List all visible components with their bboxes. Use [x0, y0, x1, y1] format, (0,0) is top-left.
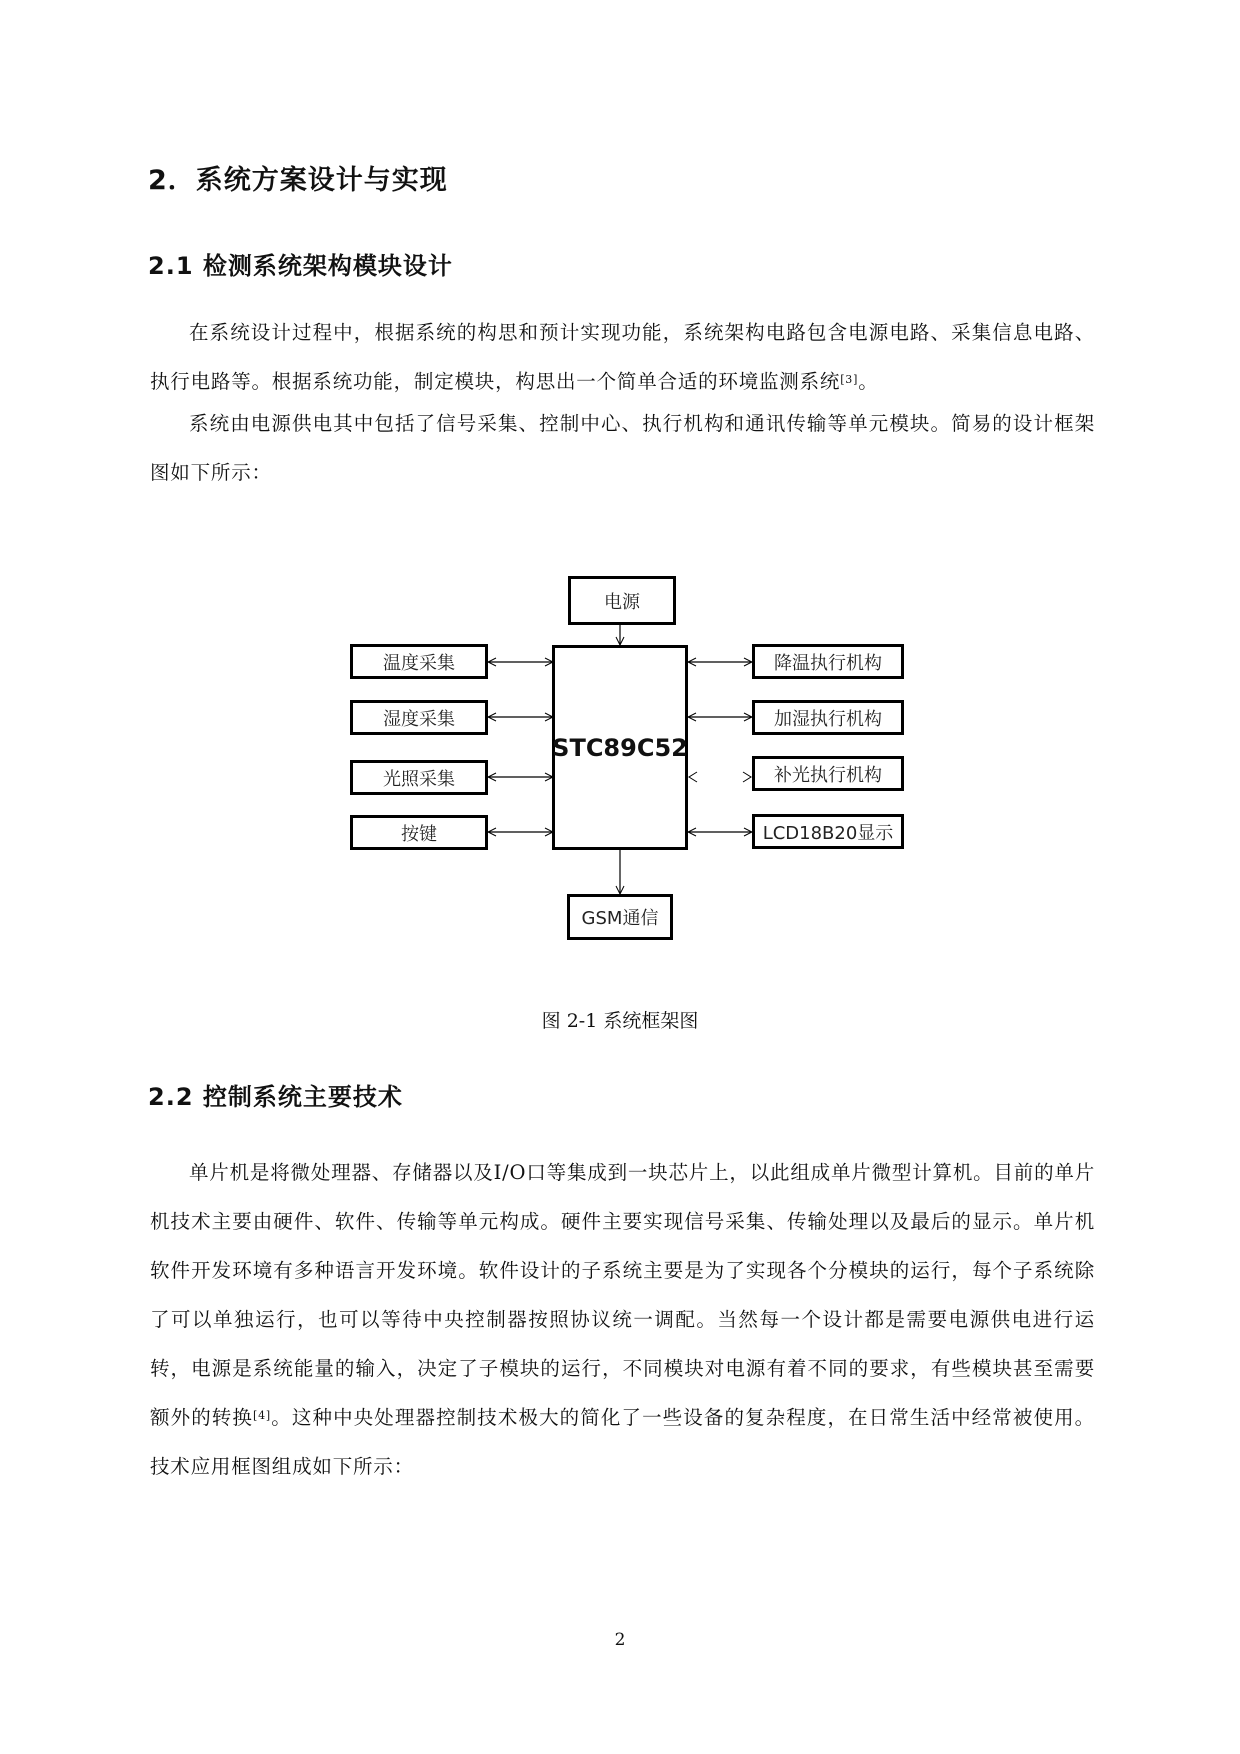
input-box-temperature: 温度采集: [350, 644, 488, 679]
section-heading-2-1: 2.1 检测系统架构模块设计: [148, 252, 453, 280]
section-2-2-body: [150, 1148, 1095, 1491]
output-box-lcd-display: LCD18B20显示: [752, 814, 904, 849]
page-number: 2: [614, 1630, 626, 1650]
section-heading-2-2: 2.2 控制系统主要技术: [148, 1083, 403, 1111]
paragraph-end: 。: [858, 370, 879, 393]
input-box-keys: 按键: [350, 815, 488, 850]
output-box-lighting: 补光执行机构: [752, 756, 904, 791]
figure-caption: 图 2-1 系统框架图: [541, 1010, 699, 1032]
gsm-box: GSM通信: [567, 894, 673, 940]
paragraph-text: 在系统设计过程中，根据系统的构思和预计实现功能，系统架构电路包含电源电路、采集信息电路、执行电路等。根据系统功能，制定模块，构思出一个简单合适的环境监测系统: [150, 321, 1095, 393]
output-box-humidifier: 加湿执行机构: [752, 700, 904, 735]
input-box-humidity: 湿度采集: [350, 700, 488, 735]
citation: [4]: [253, 1409, 271, 1422]
chapter-heading: 2．系统方案设计与实现: [148, 165, 448, 196]
paragraph-end: 。这种中央处理器控制技术极大的简化了一些设备的复杂程度，在日常生活中经常被使用。技术应用框图组成如下所示：: [150, 1406, 1095, 1478]
input-box-light: 光照采集: [350, 760, 488, 795]
paragraph: 系统由电源供电其中包括了信号采集、控制中心、执行机构和通讯传输等单元模块。简易的设计框架图如下所示：: [150, 412, 1095, 484]
power-box: 电源: [568, 576, 676, 625]
citation: [3]: [840, 373, 859, 386]
paragraph: [150, 1148, 1095, 1491]
paragraph-text: 单片机是将微处理器、存储器以及I/O口等集成到一块芯片上，以此组成单片微型计算机。目前的单片机技术主要由硬件、软件、传输等单元构成。硬件主要实现信号采集、传输处理以及最后的显示。单片机软件开发环境有多种语言开发环境。软件设计的子系统主要是为了实现各个分模块的运行，每个子系统除了可以单独运行，也可以等待中央控制器按照协议统一调配。当然每一个设计都是需要电源供电进行运转，电源是系统能量的输入，决定了子模块的运行，不同模块对电源有着不同的要求，有些模块甚至需要额外的转换: [150, 1161, 1095, 1429]
mcu-box: STC89C52: [552, 645, 688, 850]
output-box-cooling: 降温执行机构: [752, 644, 904, 679]
